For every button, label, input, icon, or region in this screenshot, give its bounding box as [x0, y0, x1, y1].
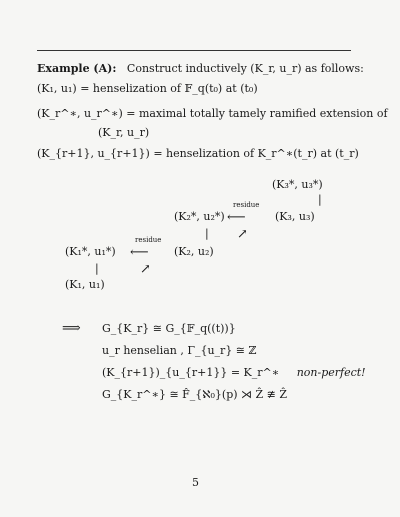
step-3: (K_{r+1}, u_{r+1}) = henselization of K_r^∗(t_r) at (t_r) — [37, 147, 359, 160]
node-k3-star: (K₃*, u₃*) — [272, 178, 323, 191]
conclusion-line-4: G_{K_r^∗} ≅ F̂_{ℵ₀}(p) ⋊ Ẑ ≇ Ẑ — [102, 388, 288, 401]
residue-label-2: residue — [233, 201, 260, 209]
step-2b: (K_r, u_r) — [98, 126, 150, 139]
example-intro: Construct inductively (K_r, u_r) as follows: — [126, 62, 364, 75]
diag-arrow-k1-k2: ↗ — [140, 262, 151, 277]
residue-arrow-2: ⟵ — [227, 210, 246, 225]
example-header — [37, 62, 364, 75]
diag-arrow-k2-k3: ↗ — [237, 227, 248, 242]
page-number: 5 — [192, 476, 199, 489]
conclusion-line-1: G_{K_r} ≅ G_{𝔽_q((t))} — [102, 322, 236, 335]
implies-arrow: ⟹ — [62, 321, 81, 336]
conclusion-line-3-remark: non-perfect! — [296, 366, 366, 379]
residue-label-1: residue — [135, 236, 162, 244]
residue-arrow-1: ⟵ — [130, 245, 149, 260]
node-k2-star: (K₂*, u₂*) — [174, 210, 225, 223]
conclusion-line-2: u_r henselian , Γ_{u_r} ≅ ℤ — [102, 344, 257, 357]
node-k1: (K₁, u₁) — [65, 278, 105, 291]
node-k3: (K₃, u₃) — [275, 210, 315, 223]
vbar-k2: | — [205, 227, 209, 240]
step-2a: (K_r^∗, u_r^∗) = maximal totally tamely ramified extension of — [37, 107, 388, 120]
step-1: (K₁, u₁) = henselization of 𝔽_q(t₀) at (t₀) — [37, 82, 258, 95]
node-k2: (K₂, u₂) — [174, 245, 214, 258]
node-k1-star: (K₁*, u₁*) — [65, 245, 116, 258]
example-title: Example (A): — [37, 62, 117, 75]
vbar-k1: | — [95, 262, 99, 275]
vbar-k3: | — [318, 193, 322, 206]
conclusion-line-3-math: (K_{r+1})_{u_{r+1}} = K_r^∗ — [102, 366, 280, 379]
conclusion-line-3 — [102, 366, 366, 379]
top-rule — [37, 50, 351, 51]
